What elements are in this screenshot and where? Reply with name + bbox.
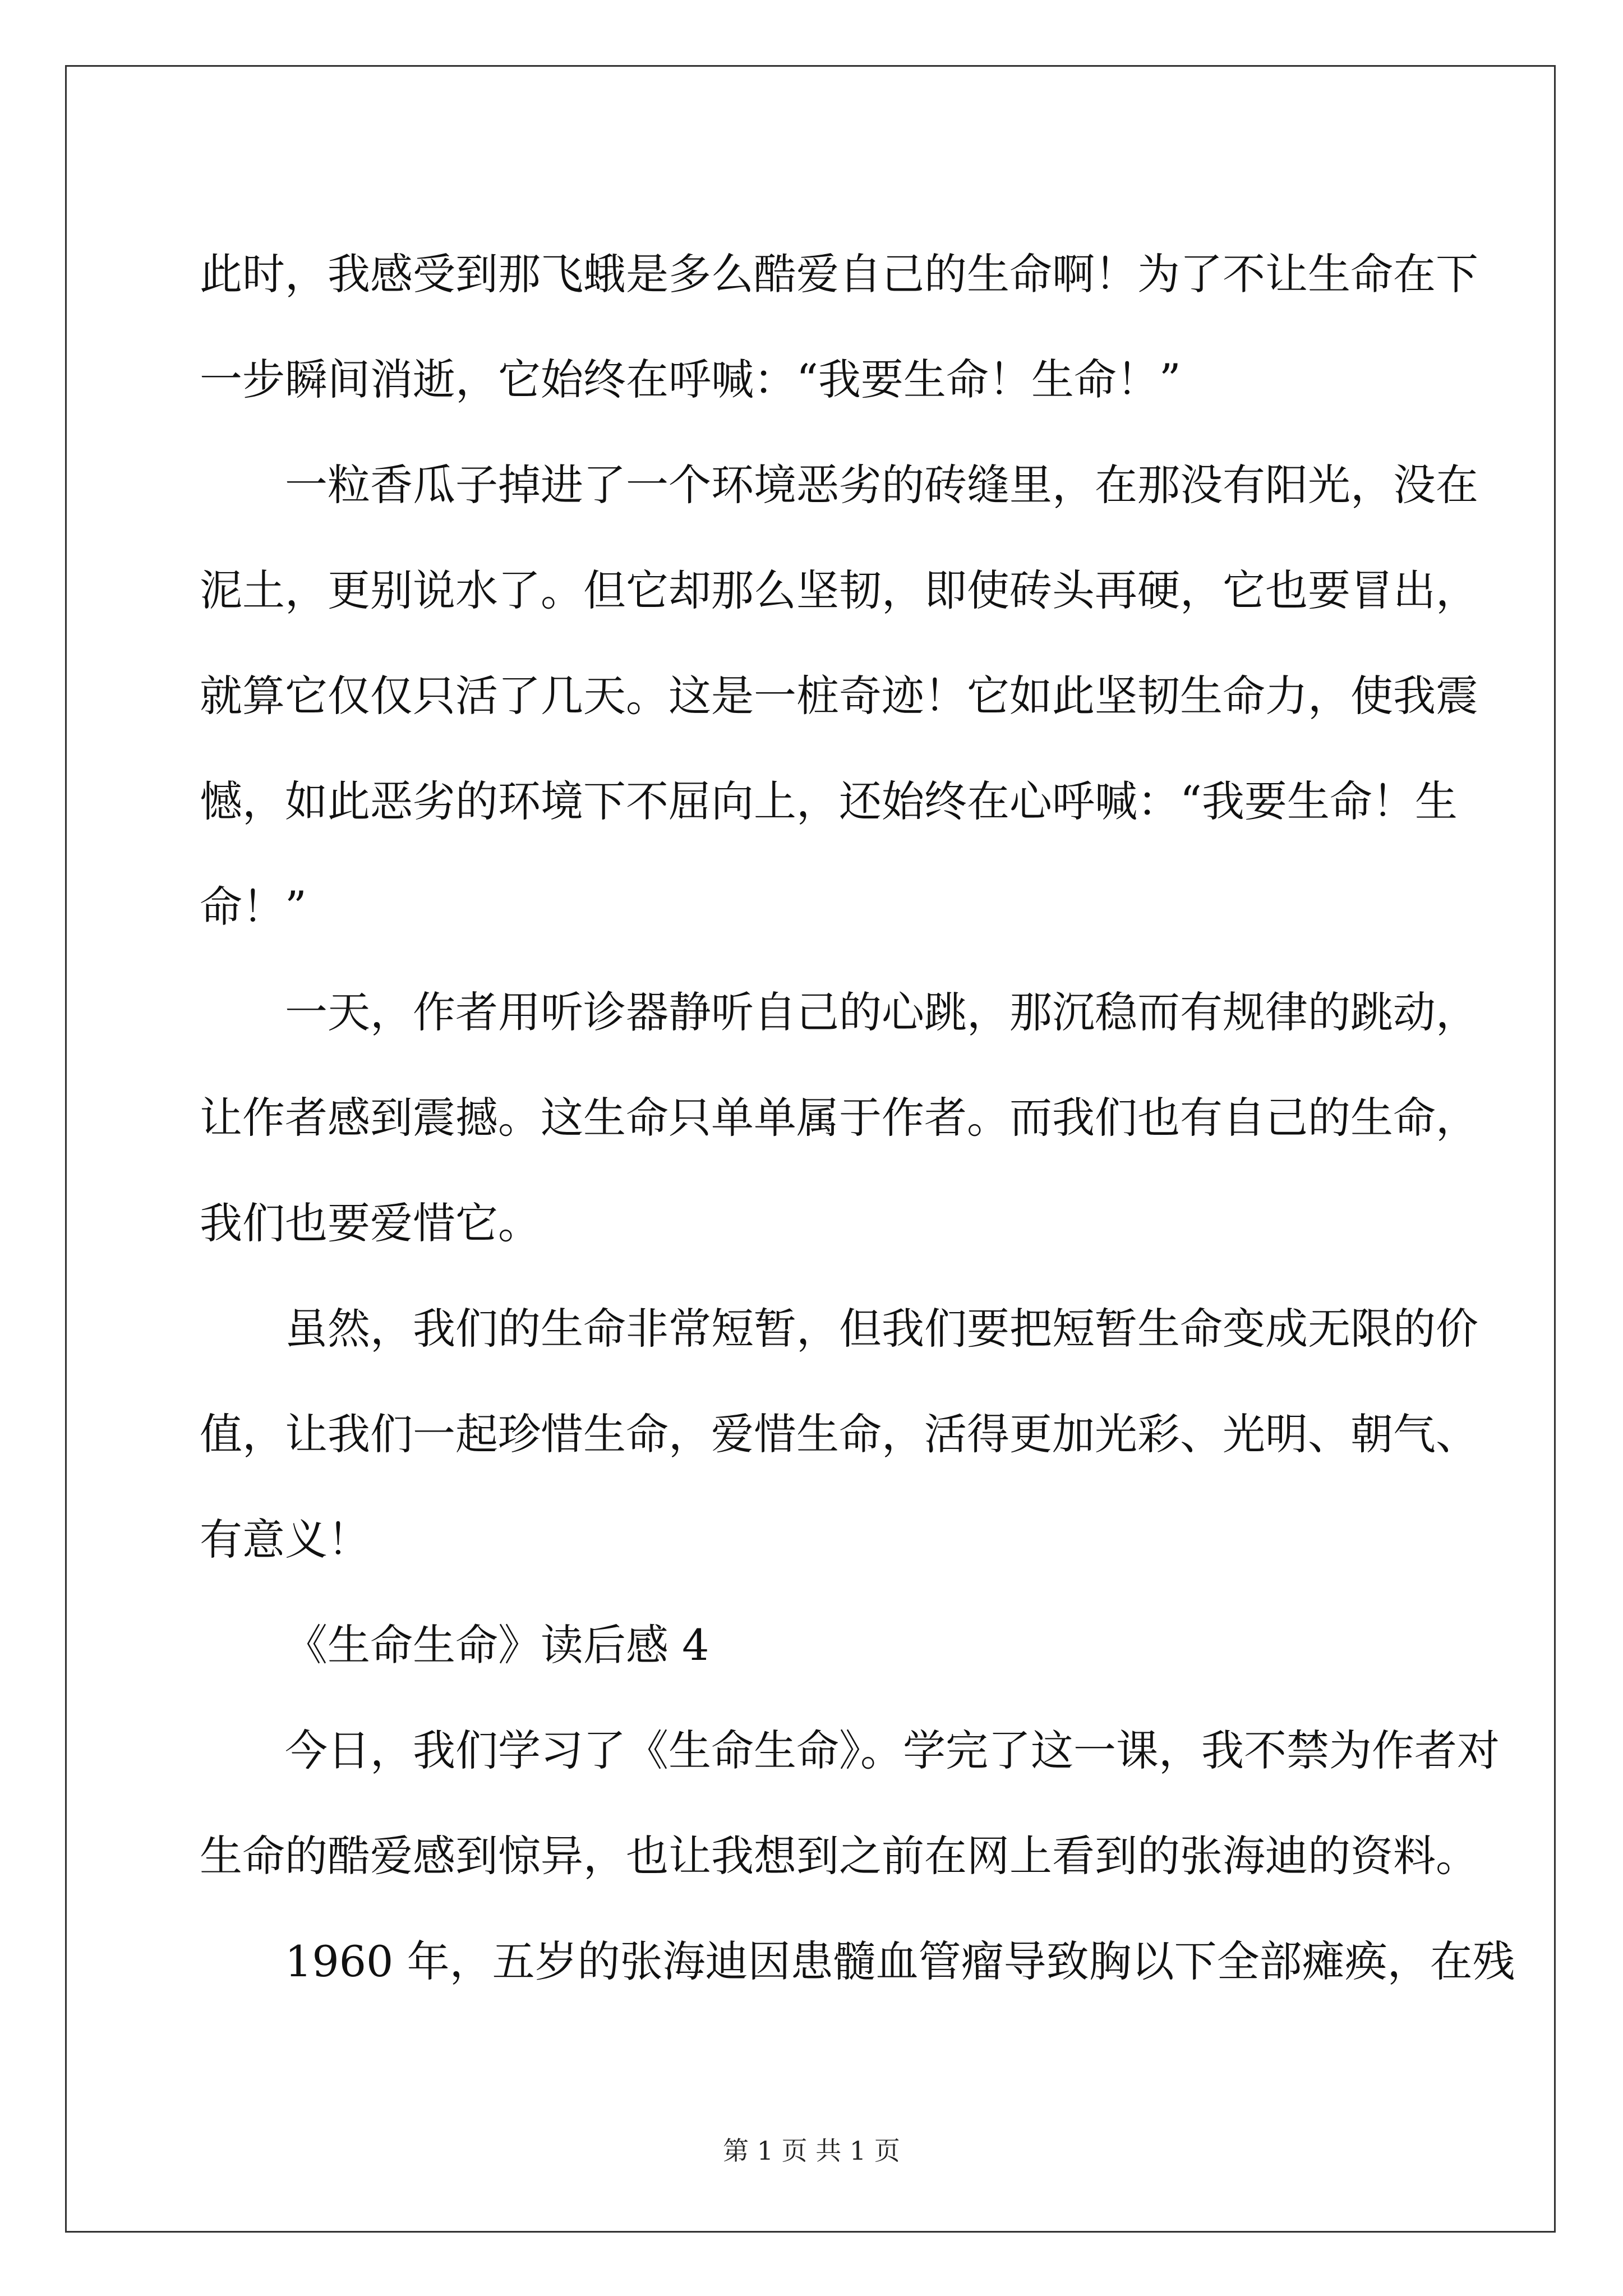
text-line: 让作者感到震撼。这生命只单单属于作者。而我们也有自己的生命， [200,1093,1478,1143]
paragraph-start: 一天，作者用听诊器静听自己的心跳，那沉稳而有规律的跳动， [285,987,1478,1037]
text-line: 一步瞬间消逝，它始终在呼喊：“我要生命！生命！” [200,355,1181,404]
text-line: 此时，我感受到那飞蛾是多么酷爱自己的生命啊！为了不让生命在下 [200,249,1478,299]
page-footer: 第 1 页 共 1 页 [723,2136,900,2166]
paragraph-start: 今日，我们学习了《生命生命》。学完了这一课，我不禁为作者对 [285,1726,1500,1775]
text-line: 生命的酷爱感到惊异，也让我想到之前在网上看到的张海迪的资料。 [200,1831,1478,1881]
section-heading: 《生命生命》读后感 4 [285,1620,709,1670]
text-line: 泥土，更别说水了。但它却那么坚韧，即使砖头再硬，它也要冒出， [200,565,1478,615]
text-line: 就算它仅仅只活了几天。这是一桩奇迹！它如此坚韧生命力，使我震 [200,671,1478,721]
paragraph-start: 虽然，我们的生命非常短暂，但我们要把短暂生命变成无限的价 [285,1304,1478,1354]
text-line: 命！” [200,882,307,932]
text-line: 有意义！ [200,1515,370,1565]
text-line: 我们也要爱惜它。 [200,1198,541,1248]
document-body [200,222,1515,2014]
text-line: 憾，如此恶劣的环境下不屈向上，还始终在心呼喊：“我要生命！生 [200,776,1458,826]
text-line: 值，让我们一起珍惜生命，爱惜生命，活得更加光彩、光明、朝气、 [200,1409,1478,1459]
paragraph-start: 一粒香瓜子掉进了一个环境恶劣的砖缝里，在那没有阳光，没在 [285,460,1478,510]
paragraph-start: 1960 年，五岁的张海迪因患髓血管瘤导致胸以下全部瘫痪，在残 [285,1936,1515,1986]
